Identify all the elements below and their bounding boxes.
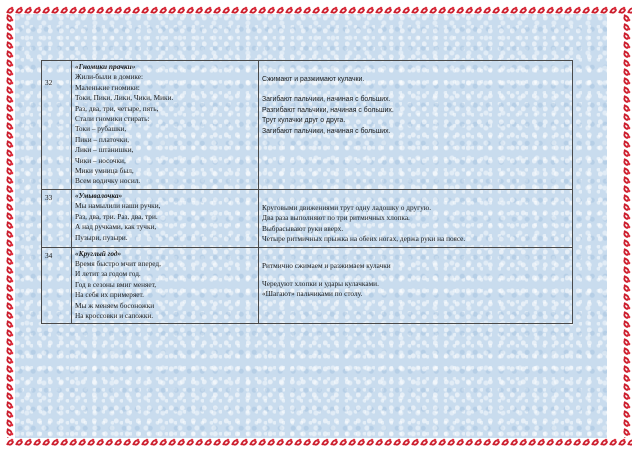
movement-line: «Шагают» пальчиками по столу.	[262, 289, 363, 299]
poem-line: Пики – платочки,	[75, 134, 130, 144]
movement-line: Четыре ритмичных прыжка на обеих ногах, держа руки на поясе.	[262, 234, 466, 244]
spacer	[262, 85, 569, 95]
poem-cell	[72, 247, 259, 324]
poem-line: Токи, Пики, Лики, Чики, Мики.	[75, 93, 174, 103]
spacer	[262, 271, 569, 279]
poem-line: Год в сезоны вмиг меняет,	[75, 279, 157, 289]
movements-cell	[259, 61, 573, 190]
movement-line: Загибают пальчики, начиная с больших.	[262, 96, 391, 104]
poem-cell	[72, 189, 259, 247]
poem-line: На себя их примеряет.	[75, 290, 145, 300]
movement-line: Сжимают и разжимают кулачки.	[262, 76, 365, 83]
movement-line: Ритмично сжимаем и разжимаем кулачки	[262, 260, 391, 270]
row-number: 34	[42, 247, 72, 324]
row-number: 32	[42, 61, 72, 190]
finger-games-table	[41, 60, 573, 324]
poem-title: «Круглый год»	[75, 248, 122, 258]
poem-line: Время быстро мчит вперед,	[75, 258, 161, 268]
poem-line: На кроссовки и сапожки.	[75, 310, 154, 320]
poem-line: Всем водичку носил.	[75, 176, 141, 186]
poem-line: Токи – рубашки,	[75, 124, 127, 134]
poem-line: А над ручками, как тучки,	[75, 222, 157, 232]
poem-line: Мы намылили наши ручки,	[75, 201, 161, 211]
poem-line: Мы ж меняем босоножки	[75, 300, 155, 310]
poem-line: Стали гномики стирать:	[75, 114, 150, 124]
poem-title: «Гномики прачки»	[75, 62, 136, 71]
poem-line: И летит за годом год.	[75, 269, 141, 279]
movement-line: Загибают пальчики, начиная с больших.	[262, 127, 391, 135]
row-number: 33	[42, 189, 72, 247]
movement-line: Круговыми движениями трут одну ладошку о другую.	[262, 202, 432, 212]
decorative-border-right	[621, 14, 633, 438]
poem-title: «Умывалочка»	[75, 190, 123, 200]
poem-line: Жили-были в домике:	[75, 72, 144, 82]
table-row	[42, 61, 573, 190]
poem-line: Чики – носочки,	[75, 155, 126, 165]
poem-line: Раз, два, три, четыре, пять,	[75, 103, 159, 113]
movement-line: Разгибают пальчики, начиная с больших.	[262, 106, 394, 114]
movement-line: Чередуют хлопки и удары кулачками.	[262, 278, 379, 288]
table-row	[42, 189, 573, 247]
poem-cell	[72, 61, 259, 190]
table-row	[42, 247, 573, 324]
movement-line: Трут кулачки друг о друга.	[262, 117, 346, 125]
movement-line: Выбрасывают руки вверх.	[262, 223, 344, 233]
poem-line: Раз, два, три. Раз, два, три.	[75, 211, 158, 221]
poem-line: Пузыри, пузыри.	[75, 232, 128, 242]
movement-line: Два раза выполняют по три ритмичных хлопка.	[262, 213, 410, 223]
poem-line: Маленькие гномики:	[75, 82, 140, 92]
poem-line: Мики умница был,	[75, 166, 134, 176]
poem-line: Лики – штанишки,	[75, 145, 134, 155]
movements-cell	[259, 247, 573, 324]
movements-cell	[259, 189, 573, 247]
